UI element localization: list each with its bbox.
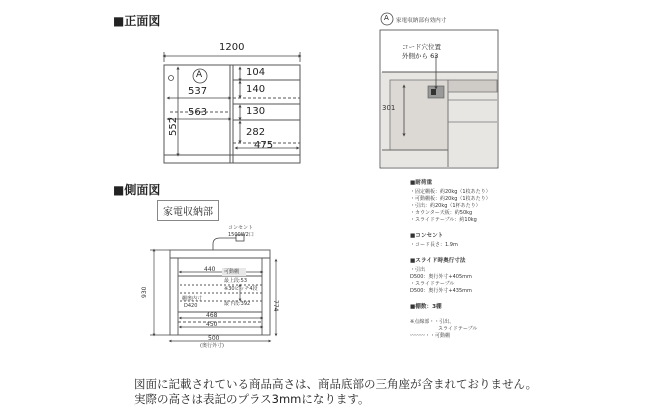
outlet-label: コンセント	[228, 225, 254, 231]
legend-dotted: ※点線部・・引出、	[410, 319, 455, 325]
slide-depth-item: ・スライドテーブル	[410, 281, 455, 287]
slide-depth-item: D500：奥行外寸+435mm	[410, 288, 472, 294]
slide-depth-title: ■スライド時奥行寸法	[410, 258, 466, 264]
footer-note-line1: 図面に記載されている商品高さは、商品底部の三角座が含まれておりません。	[134, 377, 538, 391]
upper-height-label: 最上段:53	[224, 278, 248, 284]
footer-note-line2: 実際の高さは表記のプラス3mmになります。	[134, 392, 370, 406]
detail-marker-label: A	[384, 14, 389, 22]
spec-panel	[410, 178, 520, 339]
outlet-spec-title: ■コンセント	[410, 233, 444, 239]
slide-depth-item: ・引出	[410, 267, 426, 273]
outlet-spec-label: 1500W2口	[228, 232, 254, 238]
lower-height-label: 最下段:392	[224, 301, 251, 307]
detail-dim-301: 301	[382, 104, 396, 112]
side-dim-468: 468	[206, 312, 218, 319]
load-title: ■耐荷重	[410, 180, 433, 186]
cord-hole-sub-label: 外側から 63	[402, 52, 439, 60]
pitch-note-label: ※30ピッチ4段	[224, 286, 258, 292]
front-view-title: ■正面図	[113, 14, 161, 28]
detail-title: 家電収納部有効内寸	[396, 18, 447, 24]
outlet-spec-item: ・コード長さ：1.9m	[410, 242, 458, 248]
load-item: ・引出：約20kg（1杯あたり）	[410, 203, 481, 209]
legend-wave: 〰〰〰・・可動棚	[410, 333, 451, 339]
dim-537: 537	[188, 86, 208, 97]
side-dim-930: 930	[141, 286, 148, 298]
appliance-storage-label: 家電収納部	[157, 200, 219, 221]
load-item: ・可動棚板：約20kg（1枚あたり）	[410, 196, 491, 202]
side-dim-440: 440	[204, 266, 216, 273]
side-view-cabinet	[170, 250, 270, 335]
shelf-depth-label: 棚奥内寸	[182, 296, 203, 302]
dim-total-width: 1200	[219, 42, 245, 53]
dim-563: 563	[188, 107, 208, 118]
movable-shelf-label: 可動棚	[224, 269, 240, 275]
load-item: ・スライドテーブル：約10kg	[410, 217, 477, 223]
depth-outer-label: (奥行外寸)	[200, 343, 224, 349]
side-dim-500: 500	[208, 335, 220, 342]
load-item: ・カウンター天板：約50kg	[410, 210, 473, 216]
legend-dotted-sub: スライドテーブル	[438, 326, 478, 332]
load-item: ・固定棚板：約20kg（1枚あたり）	[410, 189, 491, 195]
side-dim-774: 774	[272, 300, 279, 312]
dim-282: 282	[246, 127, 266, 138]
front-outlet-icon	[169, 76, 174, 81]
dim-552: 552	[168, 116, 179, 136]
front-marker-label: A	[196, 70, 203, 80]
shelf-depth-value: D420	[184, 303, 198, 309]
side-dim-450: 450	[206, 321, 218, 328]
dim-130: 130	[246, 106, 266, 117]
shelf-count: ■棚数：3棚	[410, 304, 442, 310]
dim-140: 140	[246, 84, 266, 95]
side-view-title: ■側面図	[113, 183, 161, 197]
dim-104: 104	[246, 67, 266, 78]
slide-depth-item: D500：奥行外寸+405mm	[410, 274, 472, 280]
cord-hole-label: コード穴位置	[402, 43, 441, 51]
dim-475: 475	[254, 140, 274, 151]
